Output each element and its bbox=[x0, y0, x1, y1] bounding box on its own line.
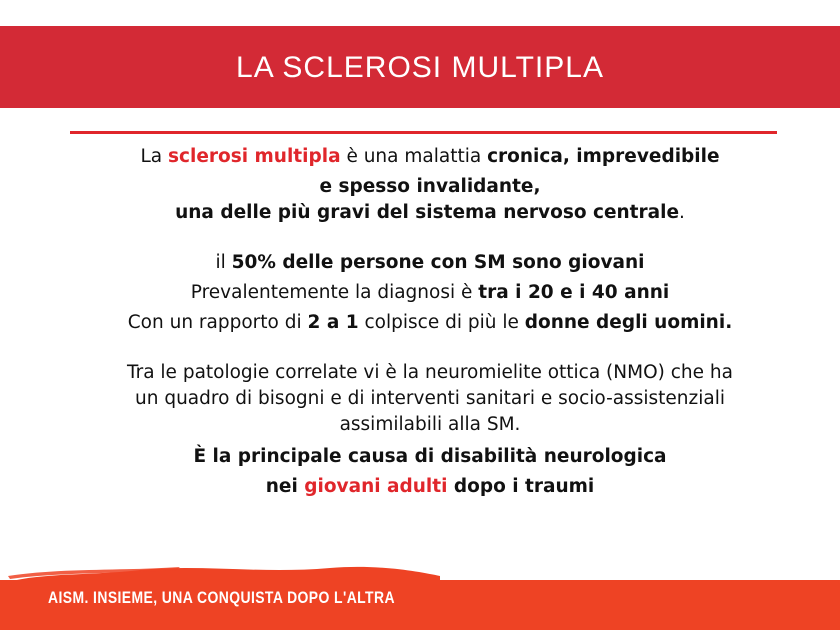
nmo-line-1: Tra le patologie correlate vi è la neuromielite ottica (NMO) che ha bbox=[127, 362, 733, 383]
text-segment: colpisce di più le bbox=[358, 312, 525, 333]
text-segment: 2 a 1 bbox=[307, 312, 359, 333]
text-segment: Prevalentemente la diagnosi è bbox=[190, 282, 479, 303]
page-title: LA SCLEROSI MULTIPLA bbox=[236, 51, 604, 84]
text-segment: 50% delle persone con SM sono giovani bbox=[231, 252, 645, 273]
nmo-line-2: un quadro di bisogni e di interventi sanitari e socio-assistenziali bbox=[135, 388, 725, 409]
text-segment: una delle più gravi del sistema nervoso centrale bbox=[175, 202, 680, 223]
stat-line-1 bbox=[60, 250, 800, 276]
header-banner bbox=[0, 26, 840, 108]
intro-line-1 bbox=[60, 144, 800, 170]
conclusion-line-1: È la principale causa di disabilità neurologica bbox=[193, 446, 667, 467]
text-segment: tra i 20 e i 40 anni bbox=[478, 282, 670, 303]
text-segment: . bbox=[679, 202, 685, 223]
nmo-line-3: assimilabili alla SM. bbox=[339, 414, 521, 435]
conclusion-line-2 bbox=[60, 474, 800, 500]
intro-line-3 bbox=[60, 200, 800, 226]
stat-line-3 bbox=[60, 310, 800, 336]
divider bbox=[70, 131, 777, 134]
text-segment: Con un rapporto di bbox=[127, 312, 308, 333]
stat-line-2 bbox=[60, 280, 800, 306]
text-segment: è una malattia bbox=[340, 146, 488, 167]
text-segment: cronica, imprevedibile bbox=[487, 146, 720, 167]
intro-line-2: e spesso invalidante, bbox=[319, 176, 541, 197]
text-segment: nei bbox=[265, 476, 305, 497]
slide-content bbox=[60, 144, 800, 500]
highlight-young-adults: giovani adulti bbox=[304, 476, 448, 497]
text-segment: dopo i traumi bbox=[447, 476, 595, 497]
highlight-ms: sclerosi multipla bbox=[168, 146, 341, 167]
text-segment: donne degli uomini. bbox=[524, 312, 733, 333]
footer-slogan: AISM. INSIEME, UNA CONQUISTA DOPO L'ALTRA bbox=[48, 588, 395, 607]
text-segment: La bbox=[140, 146, 169, 167]
text-segment: il bbox=[215, 252, 232, 273]
